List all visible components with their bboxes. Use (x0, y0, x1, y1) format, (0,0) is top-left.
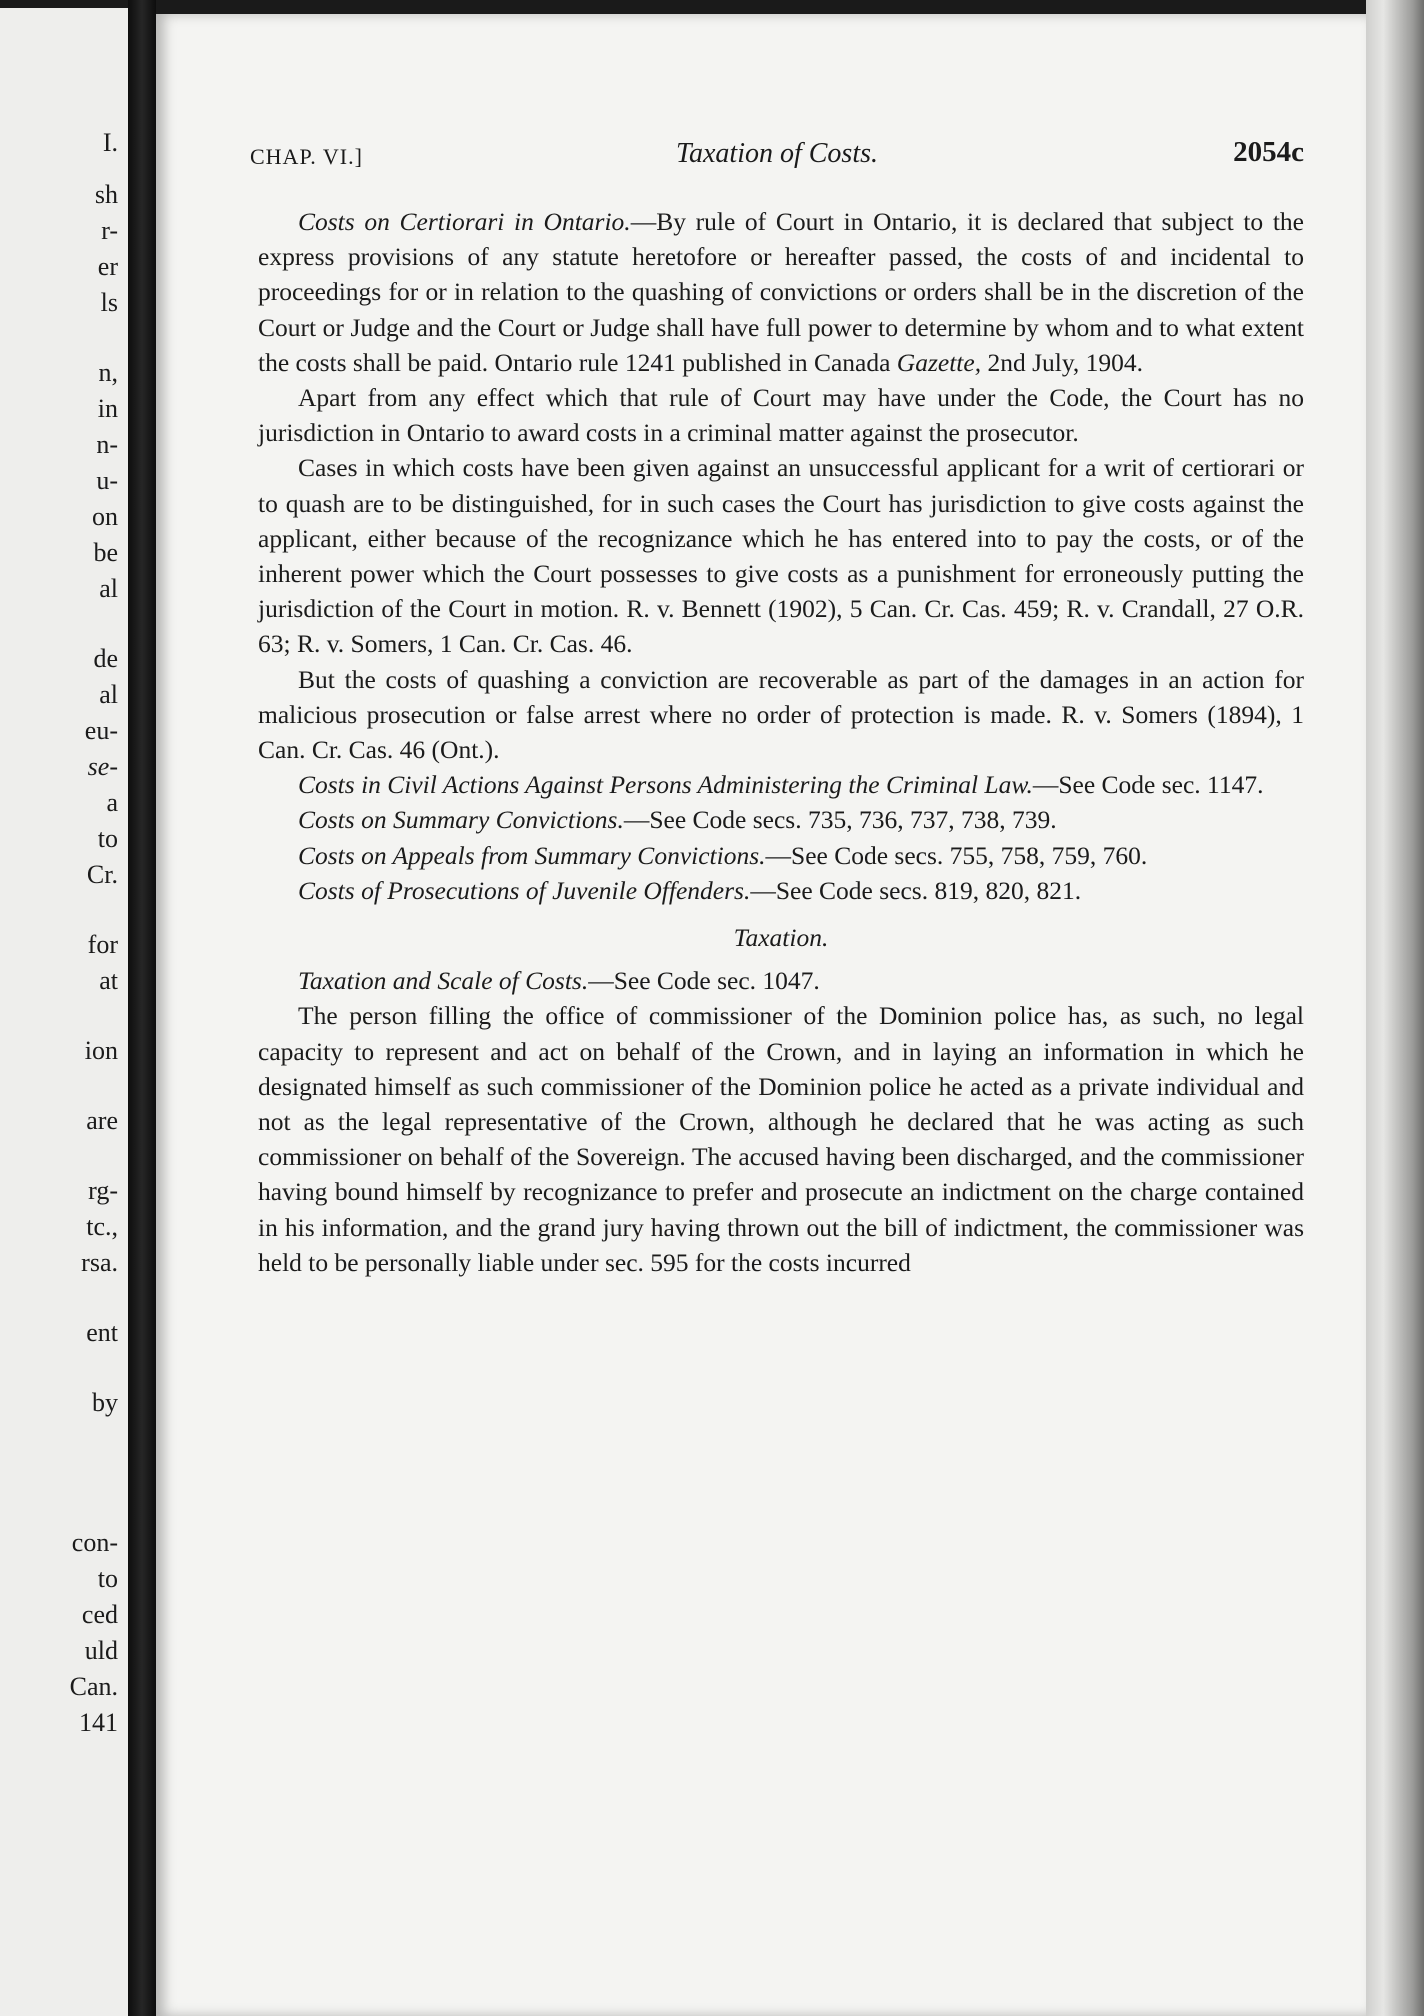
page-number: 2054c (1233, 136, 1304, 168)
book-gutter (128, 0, 156, 2016)
left-page-fragment: con- (71, 1528, 118, 1557)
left-page-fragment: al (99, 574, 118, 603)
left-page-fragment: tc., (86, 1212, 118, 1241)
chapter-label: CHAP. VI.] (250, 144, 363, 169)
left-page-fragment: sh (94, 180, 118, 209)
left-page-fragment: uld (84, 1636, 118, 1665)
left-page-fragment: are (86, 1106, 118, 1135)
left-page-fragment: r- (101, 216, 118, 245)
paragraph: The person filling the office of commissioner of the Dominion police has, as such, no legal capacity to represent and act on behalf of the Crown, and in laying an information in which he designated himself as such commissioner of the Dominion police he acted as a private individual and not as the legal representative of the Crown, although he declared that he was acting as such commissioner on behalf of the Sovereign. The accused having been discharged, and the commissioner having bound himself by recognizance to prefer and prosecute an indictment on the charge contained in his information, and the grand jury having thrown out the bill of indictment, the commissioner was held to be personally liable under sec. 595 for the costs incurred (258, 1001, 1304, 1277)
running-title: Taxation of Costs. (675, 138, 878, 169)
paragraph: Costs of Prosecutions of Juvenile Offenders.—See Code secs. 819, 820, 821. (298, 875, 1082, 905)
left-page-fragment: by (92, 1388, 118, 1417)
left-page-fragment: u- (96, 466, 118, 495)
left-page-fragment: for (87, 930, 118, 959)
left-page-fragment: at (99, 966, 118, 995)
paragraph-lead: Costs on Certiorari in Ontario. (298, 207, 631, 236)
paragraph: But the costs of quashing a conviction are recoverable as part of the damages in an action for malicious prosecution or false arrest where no order of protection is made. R. v. Somers (1894), 1 Can. Cr. Cas. 46 (Ont.). (258, 664, 1304, 765)
left-page-fragment: al (99, 680, 118, 709)
left-page-fragment: eu- (84, 716, 118, 745)
paragraph-lead: Costs on Appeals from Summary Convictions. (298, 840, 766, 870)
running-header (250, 132, 1304, 176)
left-page-fragment: a (106, 788, 118, 817)
paragraph: Costs on Appeals from Summary Convictions.—See Code secs. 755, 758, 759, 760. (298, 840, 1148, 870)
left-page-fragment: Can. (69, 1672, 118, 1701)
left-page-fragment: to (97, 1564, 118, 1593)
left-page-fragment: er (97, 252, 118, 281)
paragraph-lead: Costs of Prosecutions of Juvenile Offenders. (298, 875, 751, 905)
paragraph: Cases in which costs have been given against an unsuccessful applicant for a writ of certiorari or to quash are to be distinguished, for in such cases the Court has jurisdiction to give costs against the applicant, either because of the recognizance which he has entered into to pay the costs, or of the inherent power which the Court possesses to give costs as a punishment for erroneously putting the jurisdiction of the Court in motion. R. v. Bennett (1902), 5 Can. Cr. Cas. 459; R. v. Crandall, 27 O.R. 63; R. v. Somers, 1 Can. Cr. Cas. 46. (258, 453, 1304, 659)
left-page-fragment: to (97, 824, 118, 853)
left-page-fragment: ion (84, 1036, 118, 1065)
left-page-fragment: se- (87, 752, 118, 781)
left-page-fragment: de (93, 644, 118, 673)
paragraph-lead: Costs on Summary Convictions. (298, 805, 624, 835)
left-page-fragment: I. (102, 128, 118, 157)
paragraph: Costs on Summary Convictions.—See Code secs. 735, 736, 737, 738, 739. (298, 805, 1057, 835)
paragraph: Costs on Certiorari in Ontario.—By rule of Court in Ontario, it is declared that subject to the express provisions of any statute heretofore or hereafter passed, the costs of and incidental to proceedings for or in relation to the quashing of convictions or orders shall be in the discretion of the Court or Judge and the Court or Judge shall have full power to determine by whom and to what extent the costs shall be paid. Ontario rule 1241 published in Canada Gazette, 2nd July, 1904. (258, 207, 1304, 377)
left-page-fragment: ent (86, 1318, 118, 1347)
paragraph: Apart from any effect which that rule of Court may have under the Code, the Court has no jurisdiction in Ontario to award costs in a criminal matter against the prosecutor. (258, 383, 1304, 448)
page-body (258, 204, 1304, 1280)
section-heading: Taxation. (733, 923, 829, 953)
paragraph: Taxation and Scale of Costs.—See Code sec. 1047. (298, 966, 820, 996)
left-page-fragment: rg- (88, 1176, 118, 1205)
left-page-fragment: be (93, 538, 118, 567)
paragraph-lead: Taxation and Scale of Costs. (298, 966, 589, 996)
left-page-fragment: on (92, 502, 118, 531)
left-page-fragment: n- (96, 430, 118, 459)
page-stack-edge (1366, 0, 1424, 2016)
left-page-fragment: in (97, 394, 118, 423)
left-page-fragment: 141 (79, 1708, 118, 1737)
left-page-fragment: n, (98, 358, 118, 387)
left-page-fragment: Cr. (86, 860, 118, 889)
paragraph-lead: Costs in Civil Actions Against Persons Administering the Criminal Law. (298, 770, 1033, 800)
paragraph: Costs in Civil Actions Against Persons Administering the Criminal Law.—See Code sec. 1147. (298, 770, 1264, 800)
left-page-fragment: rsa. (81, 1248, 118, 1277)
book-page (156, 14, 1366, 2016)
left-page-fragment: ls (100, 288, 118, 317)
left-page-fragment: ced (81, 1600, 118, 1629)
left-page-edge (0, 8, 128, 2016)
